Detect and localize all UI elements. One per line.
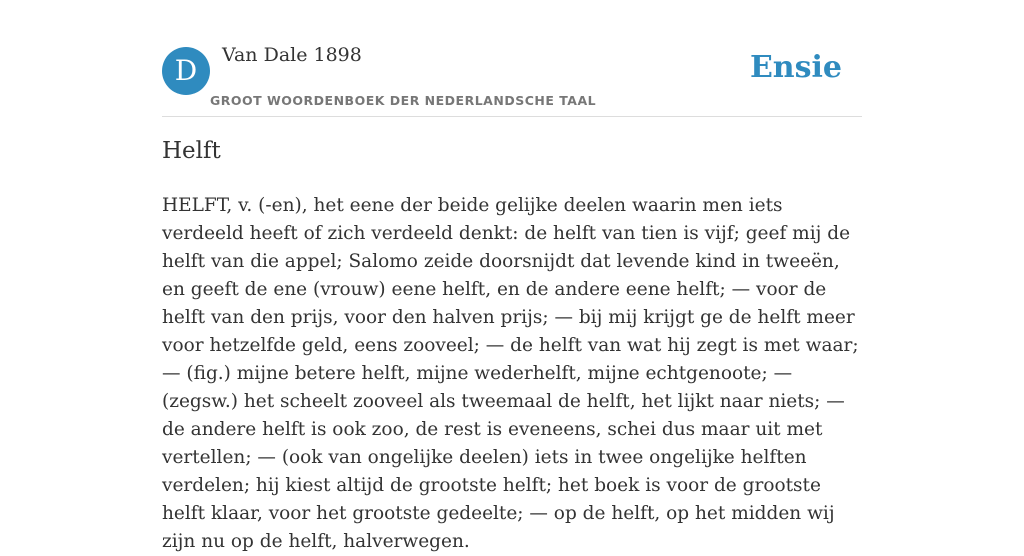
brand-logo[interactable]: Ensie: [749, 50, 842, 85]
source-subtitle: GROOT WOORDENBOEK DER NEDERLANDSCHE TAAL: [210, 93, 597, 108]
entry-title: Helft: [162, 138, 221, 164]
source-badge: D: [162, 47, 210, 95]
source-header: [162, 0, 862, 117]
entry-definition: HELFT, v. (-en), het eene der beide gelijke deelen waarin men iets verdeeld heeft of zich verdeeld denkt: de helft van tien is vijf; geef mij de helft van die appel; Salomo zeide doorsnijdt dat levende kind in tweeën, en geeft de ene (vrouw) eene helft, en de andere eene helft; — voor de helft van den prijs, voor den halven prijs; — bij mij krijgt ge de helft meer voor hetzelfde geld, eens zooveel; — de helft van wat hij zegt is met waar; — (fig.) mijne betere helft, mijne wederhelft, mijne echtgenoote; — (zegsw.) het scheelt zooveel als tweemaal de helft, het lijkt naar niets; — de andere helft is ook zoo, de rest is eveneens, schei dus maar uit met vertellen; — (ook van ongelijke deelen) iets in twee ongelijke helften verdelen; hij kiest altijd de grootste helft; het boek is voor de grootste helft klaar, voor het grootste gedeelte; — op de helft, op het midden wij zijn nu op de helft, halverwegen.: [162, 195, 859, 552]
source-title[interactable]: Van Dale 1898: [222, 44, 362, 66]
